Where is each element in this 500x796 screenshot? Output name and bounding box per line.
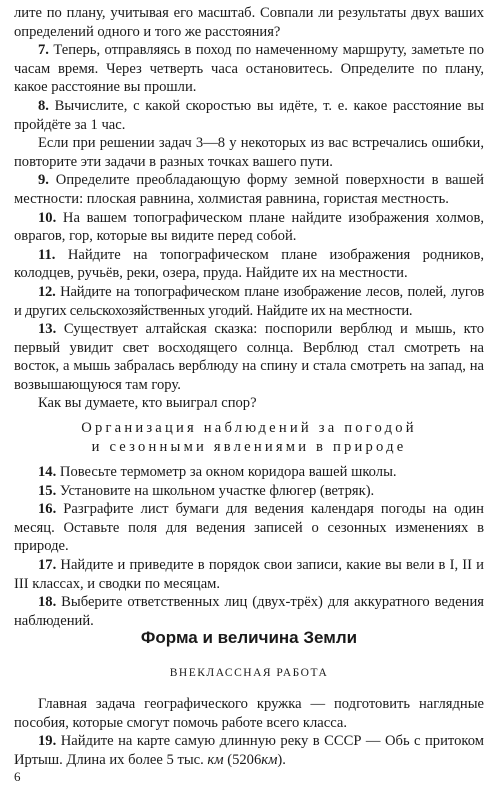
subsection-title: ВНЕКЛАССНАЯ РАБОТА xyxy=(169,667,329,679)
task-14: 14. Повесьте термометр за окном коридора вашей школы. xyxy=(38,464,397,480)
task-9: 9. Определите преобладающую форму земной поверхности в вашей местности: плоская равнина, холмистая равнина, гористая местность. xyxy=(14,172,484,207)
observation-heading-line1: Организация наблюдений за погодой xyxy=(81,420,417,436)
task-7: 7. Теперь, отправляясь в поход по намеченному маршруту, заметьте по часам время. Через четверть часа остановитесь. Определите по плану, какое расстояние вы прошли. xyxy=(14,42,484,96)
paragraph: лите по плану, учитывая его масштаб. Совпали ли результаты двух ваших определений одного и того же расстояния? xyxy=(14,5,484,40)
task-number: 12. xyxy=(38,283,56,300)
text-block-observations xyxy=(14,463,484,630)
task-16: 16. Разграфите лист бумаги для ведения календаря погоды на один месяц. Оставьте поля для ведения записей о сезонных изменениях в природе. xyxy=(14,501,484,555)
task-18: 18. Выберите ответственных лиц (двух-трёх) для аккуратного ведения наблюдений. xyxy=(14,594,484,629)
text-block-extracurricular xyxy=(14,695,484,769)
paragraph: Главная задача географического кружка — подготовить наглядные пособия, которые смогут помочь работе всего класса. xyxy=(14,696,484,731)
task-number: 9. xyxy=(38,172,49,189)
task-12: 12. Найдите на топографическом плане изображение лесов, полей, лугов и других сельскохозяйственных угодий. Найдите их на местности. xyxy=(14,283,484,319)
task-8: 8. Вычислите, с какой скоростью вы идёте, т. е. какое расстояние вы пройдёте за 1 час. xyxy=(14,97,484,133)
task-11: 11. Найдите на топографическом плане изображения родников, колодцев, ручьёв, реки, озера, пруда. Найдите их на местности. xyxy=(14,246,484,282)
page-number: 6 xyxy=(14,769,21,784)
task-15: 15. Установите на школьном участке флюгер (ветряк). xyxy=(38,482,375,499)
task-10: 10. На вашем топографическом плане найдите изображения холмов, оврагов, гор, которые вы видите перед собой. xyxy=(14,209,484,245)
task-number: 18. xyxy=(38,594,57,611)
observation-heading xyxy=(14,419,484,457)
text-block-tasks xyxy=(14,4,484,413)
task-number: 17. xyxy=(38,556,57,573)
task-number: 14. xyxy=(38,464,57,480)
task-number: 16. xyxy=(38,501,57,518)
task-number: 10. xyxy=(38,209,57,226)
task-number: 15. xyxy=(38,482,57,499)
task-13: 13. Существует алтайская сказка: поспорили верблюд и мышь, кто первый увидит свет восходящего солнца. Верблюд стал смотреть на восток, а мышь забралась верблюду на спину и стала смотреть на запад, на возвышающуюся там гору. xyxy=(14,321,484,393)
paragraph: Как вы думаете, кто выиграл спор? xyxy=(38,395,257,412)
section-title: Форма и величина Земли xyxy=(140,628,358,647)
task-number: 13. xyxy=(38,321,57,338)
task-17: 17. Найдите и приведите в порядок свои записи, какие вы вели в I, II и III классах, и сводки по месяцам. xyxy=(14,556,484,592)
observation-heading-line2: и сезонными явлениями в природе xyxy=(91,439,407,455)
task-number: 8. xyxy=(38,97,49,114)
task-number: 7. xyxy=(38,42,49,59)
task-number: 19. xyxy=(38,733,57,750)
paragraph: Если при решении задач 3—8 у некоторых из вас встречались ошибки, повторите эти задачи в разных точках вашего пути. xyxy=(14,135,484,170)
task-19: 19. Найдите на карте самую длинную реку в СССР — Обь с притоком Иртыш. Длина их более 5 тыс. км (5206км). xyxy=(14,733,484,768)
task-number: 11. xyxy=(38,246,56,263)
